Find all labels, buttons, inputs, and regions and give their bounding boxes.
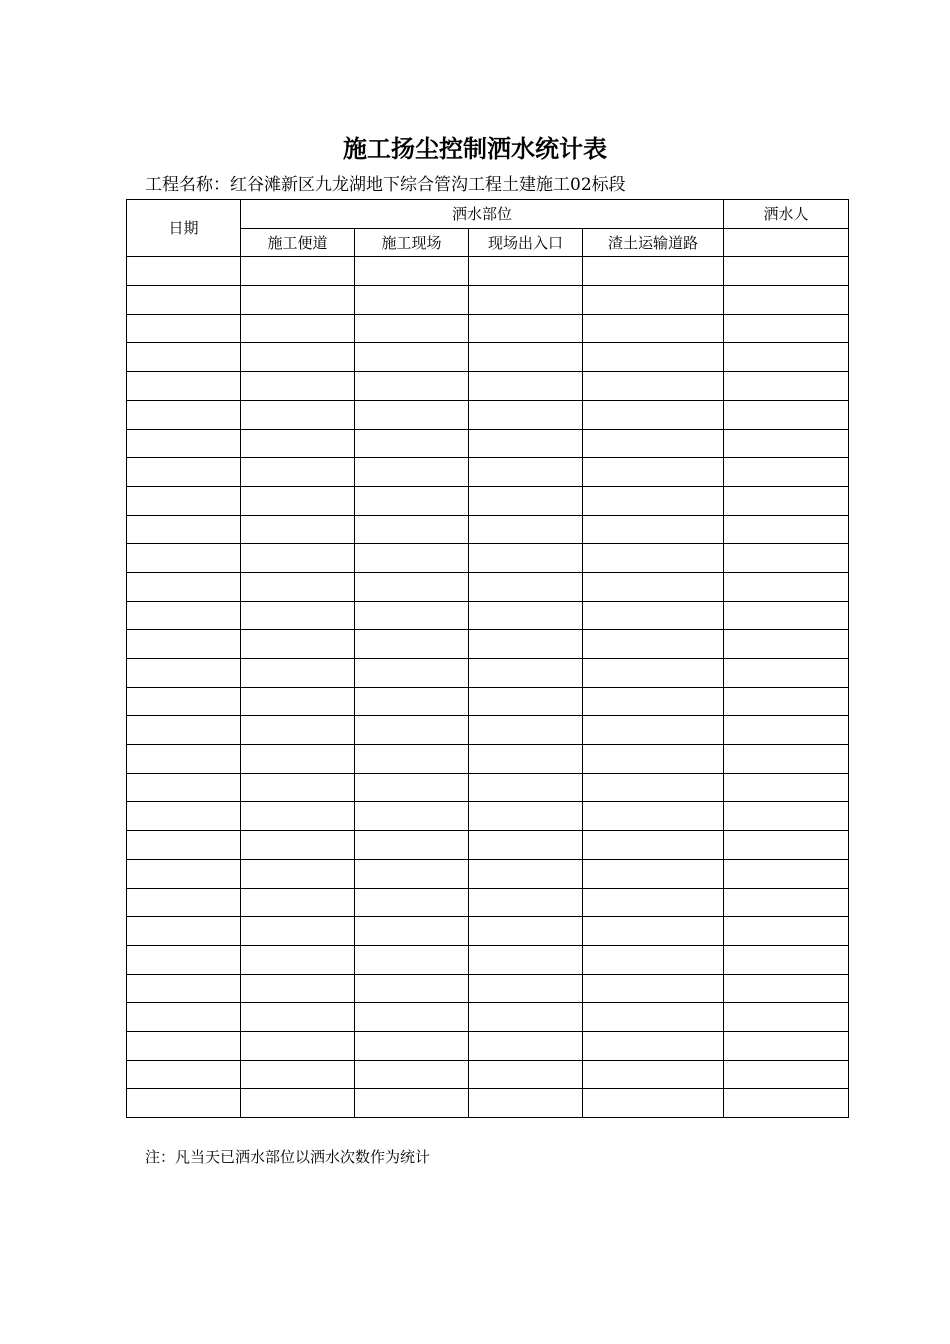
transport-road-cell[interactable] xyxy=(583,400,724,429)
site-cell[interactable] xyxy=(355,544,469,573)
site-cell[interactable] xyxy=(355,888,469,917)
road-cell[interactable] xyxy=(241,1003,355,1032)
entrance-cell[interactable] xyxy=(469,601,583,630)
transport-road-cell[interactable] xyxy=(583,1060,724,1089)
transport-road-cell[interactable] xyxy=(583,1031,724,1060)
entrance-cell[interactable] xyxy=(469,917,583,946)
entrance-cell[interactable] xyxy=(469,716,583,745)
road-cell[interactable] xyxy=(241,974,355,1003)
transport-road-cell[interactable] xyxy=(583,773,724,802)
date-cell[interactable] xyxy=(127,314,241,343)
table-row xyxy=(127,601,849,630)
table-row xyxy=(127,343,849,372)
site-cell[interactable] xyxy=(355,945,469,974)
site-cell[interactable] xyxy=(355,1031,469,1060)
date-header: 日期 xyxy=(127,200,241,257)
sprinkler-cell[interactable] xyxy=(724,888,849,917)
transport-road-cell[interactable] xyxy=(583,831,724,860)
site-cell[interactable] xyxy=(355,831,469,860)
transport-road-cell[interactable] xyxy=(583,314,724,343)
entrance-cell[interactable] xyxy=(469,659,583,688)
site-cell[interactable] xyxy=(355,257,469,286)
road-cell[interactable] xyxy=(241,572,355,601)
sprinkler-cell[interactable] xyxy=(724,974,849,1003)
sprinkler-cell[interactable] xyxy=(724,429,849,458)
transport-road-cell[interactable] xyxy=(583,343,724,372)
sprinkler-cell[interactable] xyxy=(724,601,849,630)
table-row xyxy=(127,859,849,888)
transport-road-cell[interactable] xyxy=(583,659,724,688)
road-cell[interactable] xyxy=(241,544,355,573)
road-cell[interactable] xyxy=(241,773,355,802)
table-row xyxy=(127,1060,849,1089)
table-row xyxy=(127,286,849,315)
entrance-cell[interactable] xyxy=(469,372,583,401)
road-cell[interactable] xyxy=(241,659,355,688)
sprinkler-cell[interactable] xyxy=(724,1089,849,1118)
date-cell[interactable] xyxy=(127,802,241,831)
entrance-cell[interactable] xyxy=(469,831,583,860)
sprinkler-cell[interactable] xyxy=(724,745,849,774)
sprinkler-cell[interactable] xyxy=(724,802,849,831)
road-cell[interactable] xyxy=(241,917,355,946)
site-cell[interactable] xyxy=(355,601,469,630)
date-cell[interactable] xyxy=(127,515,241,544)
site-cell[interactable] xyxy=(355,286,469,315)
site-cell[interactable] xyxy=(355,458,469,487)
road-cell[interactable] xyxy=(241,888,355,917)
date-cell[interactable] xyxy=(127,659,241,688)
site-cell[interactable] xyxy=(355,773,469,802)
site-cell[interactable] xyxy=(355,343,469,372)
road-cell[interactable] xyxy=(241,286,355,315)
date-cell[interactable] xyxy=(127,687,241,716)
site-cell[interactable] xyxy=(355,745,469,774)
site-cell[interactable] xyxy=(355,572,469,601)
site-cell[interactable] xyxy=(355,372,469,401)
date-cell[interactable] xyxy=(127,1003,241,1032)
transport-road-cell[interactable] xyxy=(583,859,724,888)
road-cell[interactable] xyxy=(241,945,355,974)
road-cell[interactable] xyxy=(241,400,355,429)
date-cell[interactable] xyxy=(127,1089,241,1118)
date-cell[interactable] xyxy=(127,372,241,401)
sprinkler-cell[interactable] xyxy=(724,630,849,659)
road-cell[interactable] xyxy=(241,802,355,831)
date-cell[interactable] xyxy=(127,458,241,487)
site-cell[interactable] xyxy=(355,314,469,343)
sprinkler-cell[interactable] xyxy=(724,486,849,515)
transport-road-cell[interactable] xyxy=(583,716,724,745)
road-cell[interactable] xyxy=(241,630,355,659)
entrance-cell[interactable] xyxy=(469,572,583,601)
table-row xyxy=(127,659,849,688)
road-cell[interactable] xyxy=(241,314,355,343)
road-cell[interactable] xyxy=(241,1060,355,1089)
transport-road-cell[interactable] xyxy=(583,888,724,917)
sprinkling-record-table xyxy=(126,199,849,1118)
sprinkler-cell[interactable] xyxy=(724,859,849,888)
transport-road-cell[interactable] xyxy=(583,286,724,315)
sprinkler-cell[interactable] xyxy=(724,773,849,802)
sprinkler-cell[interactable] xyxy=(724,515,849,544)
sprinkler-cell[interactable] xyxy=(724,945,849,974)
table-row xyxy=(127,687,849,716)
sprinkler-cell[interactable] xyxy=(724,458,849,487)
transport-road-cell[interactable] xyxy=(583,486,724,515)
table-row xyxy=(127,745,849,774)
sprinkler-cell[interactable] xyxy=(724,831,849,860)
project-name: 工程名称：红谷滩新区九龙湖地下综合管沟工程土建施工02标段 xyxy=(145,175,626,195)
date-cell[interactable] xyxy=(127,888,241,917)
date-cell[interactable] xyxy=(127,429,241,458)
table-row xyxy=(127,630,849,659)
road-cell[interactable] xyxy=(241,716,355,745)
transport-road-cell[interactable] xyxy=(583,429,724,458)
location-group-header: 洒水部位 xyxy=(241,200,724,229)
date-cell[interactable] xyxy=(127,486,241,515)
sprinkler-cell[interactable] xyxy=(724,314,849,343)
sprinkler-cell[interactable] xyxy=(724,1031,849,1060)
sprinkler-cell[interactable] xyxy=(724,659,849,688)
transport-road-cell[interactable] xyxy=(583,372,724,401)
table-row xyxy=(127,917,849,946)
transport-road-cell[interactable] xyxy=(583,544,724,573)
table-row xyxy=(127,486,849,515)
road-cell[interactable] xyxy=(241,1031,355,1060)
site-cell[interactable] xyxy=(355,859,469,888)
date-cell[interactable] xyxy=(127,343,241,372)
site-cell[interactable] xyxy=(355,486,469,515)
page-title: 施工扬尘控制洒水统计表 xyxy=(343,134,607,163)
transport-road-cell[interactable] xyxy=(583,945,724,974)
table-row xyxy=(127,945,849,974)
date-cell[interactable] xyxy=(127,544,241,573)
entrance-cell[interactable] xyxy=(469,859,583,888)
date-cell[interactable] xyxy=(127,974,241,1003)
table-row xyxy=(127,257,849,286)
site-cell[interactable] xyxy=(355,917,469,946)
date-cell[interactable] xyxy=(127,400,241,429)
transport-road-cell[interactable] xyxy=(583,458,724,487)
table-row xyxy=(127,802,849,831)
sprinkler-cell[interactable] xyxy=(724,400,849,429)
transport-road-cell[interactable] xyxy=(583,630,724,659)
entrance-cell[interactable] xyxy=(469,888,583,917)
site-cell[interactable] xyxy=(355,659,469,688)
table-row xyxy=(127,773,849,802)
date-cell[interactable] xyxy=(127,257,241,286)
date-cell[interactable] xyxy=(127,859,241,888)
entrance-cell[interactable] xyxy=(469,1089,583,1118)
date-cell[interactable] xyxy=(127,601,241,630)
entrance-cell[interactable] xyxy=(469,286,583,315)
entrance-cell[interactable] xyxy=(469,458,583,487)
transport-road-cell[interactable] xyxy=(583,1089,724,1118)
table-row xyxy=(127,974,849,1003)
road-cell[interactable] xyxy=(241,1089,355,1118)
entrance-cell[interactable] xyxy=(469,1003,583,1032)
transport-road-cell[interactable] xyxy=(583,1003,724,1032)
entrance-cell[interactable] xyxy=(469,314,583,343)
road-cell[interactable] xyxy=(241,458,355,487)
site-cell[interactable] xyxy=(355,400,469,429)
road-cell[interactable] xyxy=(241,429,355,458)
entrance-cell[interactable] xyxy=(469,745,583,774)
date-cell[interactable] xyxy=(127,630,241,659)
site-cell[interactable] xyxy=(355,1060,469,1089)
site-cell[interactable] xyxy=(355,515,469,544)
date-cell[interactable] xyxy=(127,572,241,601)
date-cell[interactable] xyxy=(127,831,241,860)
table-row xyxy=(127,716,849,745)
entrance-cell[interactable] xyxy=(469,687,583,716)
footnote: 注：凡当天已洒水部位以洒水次数作为统计 xyxy=(145,1148,431,1166)
sprinkler-cell[interactable] xyxy=(724,544,849,573)
entrance-cell[interactable] xyxy=(469,429,583,458)
transport-road-cell[interactable] xyxy=(583,601,724,630)
transport-road-cell[interactable] xyxy=(583,257,724,286)
sprinkler-cell[interactable] xyxy=(724,372,849,401)
table-row xyxy=(127,1003,849,1032)
sprinkler-cell[interactable] xyxy=(724,917,849,946)
date-cell[interactable] xyxy=(127,945,241,974)
entrance-cell[interactable] xyxy=(469,400,583,429)
date-cell[interactable] xyxy=(127,917,241,946)
site-cell[interactable] xyxy=(355,687,469,716)
table-row xyxy=(127,458,849,487)
date-cell[interactable] xyxy=(127,1060,241,1089)
road-cell[interactable] xyxy=(241,831,355,860)
road-cell[interactable] xyxy=(241,745,355,774)
table-row xyxy=(127,1031,849,1060)
sprinkler-cell[interactable] xyxy=(724,257,849,286)
road-cell[interactable] xyxy=(241,257,355,286)
date-cell[interactable] xyxy=(127,745,241,774)
location-header-road: 施工便道 xyxy=(241,228,355,257)
table-row xyxy=(127,831,849,860)
table-row xyxy=(127,400,849,429)
table-row xyxy=(127,372,849,401)
location-header-site: 施工现场 xyxy=(355,228,469,257)
site-cell[interactable] xyxy=(355,1089,469,1118)
sprinkler-cell[interactable] xyxy=(724,572,849,601)
transport-road-cell[interactable] xyxy=(583,802,724,831)
entrance-cell[interactable] xyxy=(469,945,583,974)
table-row xyxy=(127,572,849,601)
road-cell[interactable] xyxy=(241,859,355,888)
sprinkler-cell[interactable] xyxy=(724,343,849,372)
location-header-transport-road: 渣土运输道路 xyxy=(583,228,724,257)
entrance-cell[interactable] xyxy=(469,773,583,802)
road-cell[interactable] xyxy=(241,515,355,544)
table-row xyxy=(127,515,849,544)
transport-road-cell[interactable] xyxy=(583,917,724,946)
sprinkler-cell[interactable] xyxy=(724,716,849,745)
site-cell[interactable] xyxy=(355,630,469,659)
entrance-cell[interactable] xyxy=(469,544,583,573)
site-cell[interactable] xyxy=(355,716,469,745)
transport-road-cell[interactable] xyxy=(583,687,724,716)
table-header-row xyxy=(127,200,849,229)
sprinkler-cell[interactable] xyxy=(724,286,849,315)
road-cell[interactable] xyxy=(241,486,355,515)
entrance-cell[interactable] xyxy=(469,343,583,372)
sprinkler-cell[interactable] xyxy=(724,687,849,716)
road-cell[interactable] xyxy=(241,372,355,401)
date-cell[interactable] xyxy=(127,286,241,315)
date-cell[interactable] xyxy=(127,716,241,745)
entrance-cell[interactable] xyxy=(469,515,583,544)
transport-road-cell[interactable] xyxy=(583,515,724,544)
transport-road-cell[interactable] xyxy=(583,745,724,774)
transport-road-cell[interactable] xyxy=(583,572,724,601)
sprinkler-header: 洒水人 xyxy=(724,200,849,229)
transport-road-cell[interactable] xyxy=(583,974,724,1003)
site-cell[interactable] xyxy=(355,974,469,1003)
entrance-cell[interactable] xyxy=(469,1031,583,1060)
table-row xyxy=(127,544,849,573)
date-cell[interactable] xyxy=(127,1031,241,1060)
site-cell[interactable] xyxy=(355,802,469,831)
table-row xyxy=(127,888,849,917)
road-cell[interactable] xyxy=(241,601,355,630)
entrance-cell[interactable] xyxy=(469,257,583,286)
road-cell[interactable] xyxy=(241,687,355,716)
table-row xyxy=(127,429,849,458)
location-header-entrance: 现场出入口 xyxy=(469,228,583,257)
road-cell[interactable] xyxy=(241,343,355,372)
sprinkler-subheader-blank xyxy=(724,228,849,257)
sprinkler-cell[interactable] xyxy=(724,1003,849,1032)
date-cell[interactable] xyxy=(127,773,241,802)
site-cell[interactable] xyxy=(355,1003,469,1032)
table-row xyxy=(127,1089,849,1118)
table-row xyxy=(127,314,849,343)
site-cell[interactable] xyxy=(355,429,469,458)
entrance-cell[interactable] xyxy=(469,630,583,659)
entrance-cell[interactable] xyxy=(469,974,583,1003)
entrance-cell[interactable] xyxy=(469,1060,583,1089)
sprinkler-cell[interactable] xyxy=(724,1060,849,1089)
entrance-cell[interactable] xyxy=(469,802,583,831)
entrance-cell[interactable] xyxy=(469,486,583,515)
